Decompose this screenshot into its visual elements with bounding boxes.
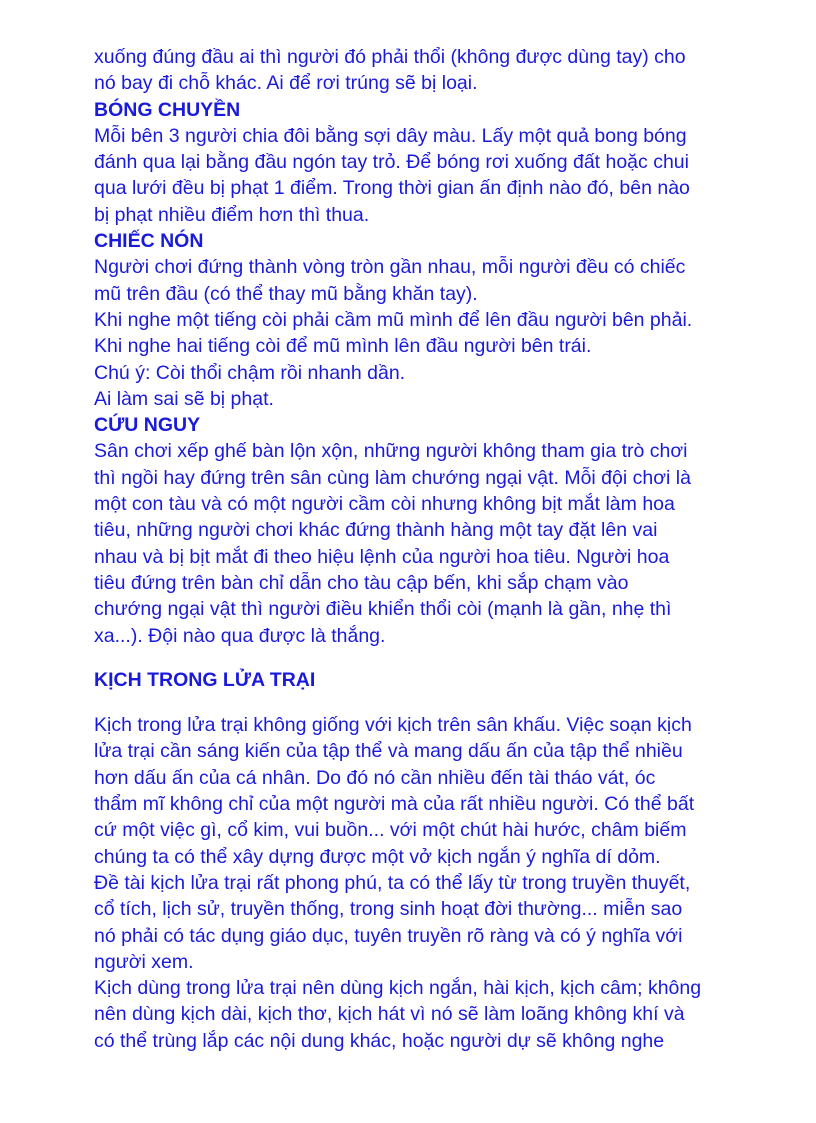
text-line: tiêu đứng trên bàn chỉ dẫn cho tàu cập bến, khi sắp chạm vào: [94, 571, 629, 594]
text-line: qua lưới đều bị phạt 1 điểm. Trong thời gian ấn định nào đó, bên nào: [94, 177, 690, 200]
document-page: [94, 44, 774, 1054]
text-line: bị phạt nhiều điểm hơn thì thua.: [94, 203, 370, 226]
text-line: nó phải có tác dụng giáo dục, tuyên truyền rõ ràng và có ý nghĩa với: [94, 924, 683, 947]
text-line: Chú ý: Còi thổi chậm rồi nhanh dần.: [94, 361, 406, 384]
text-line: chướng ngại vật thì người điều khiển thổi còi (mạnh là gần, nhẹ thì: [94, 598, 672, 621]
text-line: lửa trại cần sáng kiến của tập thể và mang dấu ấn của tập thể nhiều: [94, 740, 683, 763]
text-line: tiêu, những người chơi khác đứng thành hàng một tay đặt lên vai: [94, 519, 658, 542]
text-line: thẩm mĩ không chỉ của một người mà của rất nhiều người. Có thể bất: [94, 793, 695, 816]
text-line: Khi nghe một tiếng còi phải cầm mũ mình để lên đầu người bên phải.: [94, 308, 693, 331]
text-line: nhau và bị bịt mắt đi theo hiệu lệnh của người hoa tiêu. Người hoa: [94, 545, 670, 568]
text-line: xuống đúng đầu ai thì người đó phải thổi (không được dùng tay) cho: [94, 46, 686, 68]
text-line: Đề tài kịch lửa trại rất phong phú, ta có thể lấy từ trong truyền thuyết,: [94, 871, 691, 894]
text-line: hơn dấu ấn của cá nhân. Do đó nó cần nhiều đến tài tháo vát, óc: [94, 766, 656, 789]
text-line: một con tàu và có một người cầm còi nhưng không bịt mắt làm hoa: [94, 493, 675, 516]
text-line: Mỗi bên 3 người chia đôi bằng sợi dây màu. Lấy một quả bong bóng: [94, 124, 687, 147]
text-line: Người chơi đứng thành vòng tròn gần nhau, mỗi người đều có chiếc: [94, 256, 686, 279]
paragraph-cuu-nguy: [94, 438, 774, 648]
text-line: mũ trên đầu (có thể thay mũ bằng khăn tay).: [94, 282, 478, 305]
section-title-kich-trong-lua-trai: KỊCH TRONG LỬA TRẠI: [94, 668, 316, 691]
text-line: đánh qua lại bằng đầu ngón tay trỏ. Để bóng rơi xuống đất hoặc chui: [94, 151, 689, 174]
paragraph-bong-chuyen: [94, 123, 774, 228]
text-line: Khi nghe hai tiếng còi để mũ mình lên đầu người bên trái.: [94, 335, 592, 358]
text-line: người xem.: [94, 950, 194, 973]
text-line: nó bay đi chỗ khác. Ai để rơi trúng sẽ bị loại.: [94, 72, 478, 95]
text-line: nên dùng kịch dài, kịch thơ, kịch hát vì nó sẽ làm loãng không khí và: [94, 1003, 685, 1026]
heading-cuu-nguy: CỨU NGUY: [94, 414, 201, 437]
text-line: xa...). Đội nào qua được là thắng.: [94, 624, 386, 647]
text-line: có thể trùng lắp các nội dung khác, hoặc người dự sẽ không nghe: [94, 1029, 665, 1052]
heading-bong-chuyen: BÓNG CHUYỀN: [94, 98, 241, 121]
text-line: thì ngồi hay đứng trên sân cùng làm chướng ngại vật. Mỗi đội chơi là: [94, 466, 691, 489]
paragraph-intro: [94, 44, 774, 97]
paragraph-chiec-non: [94, 254, 774, 412]
text-line: cổ tích, lịch sử, truyền thống, trong sinh hoạt đời thường... miễn sao: [94, 898, 683, 921]
text-line: Kịch dùng trong lửa trại nên dùng kịch ngắn, hài kịch, kịch câm; không: [94, 977, 702, 1000]
text-line: Kịch trong lửa trại không giống với kịch trên sân khấu. Việc soạn kịch: [94, 714, 692, 737]
heading-chiec-non: CHIẾC NÓN: [94, 230, 204, 253]
text-line: Sân chơi xếp ghế bàn lộn xộn, những người không tham gia trò chơi: [94, 440, 688, 463]
text-line: Ai làm sai sẽ bị phạt.: [94, 387, 274, 410]
text-line: chúng ta có thể xây dựng được một vở kịch ngắn ý nghĩa dí dỏm.: [94, 845, 661, 868]
text-line: cứ một việc gì, cổ kim, vui buồn... với một chút hài hước, châm biếm: [94, 819, 687, 842]
paragraph-kich: [94, 712, 774, 1054]
